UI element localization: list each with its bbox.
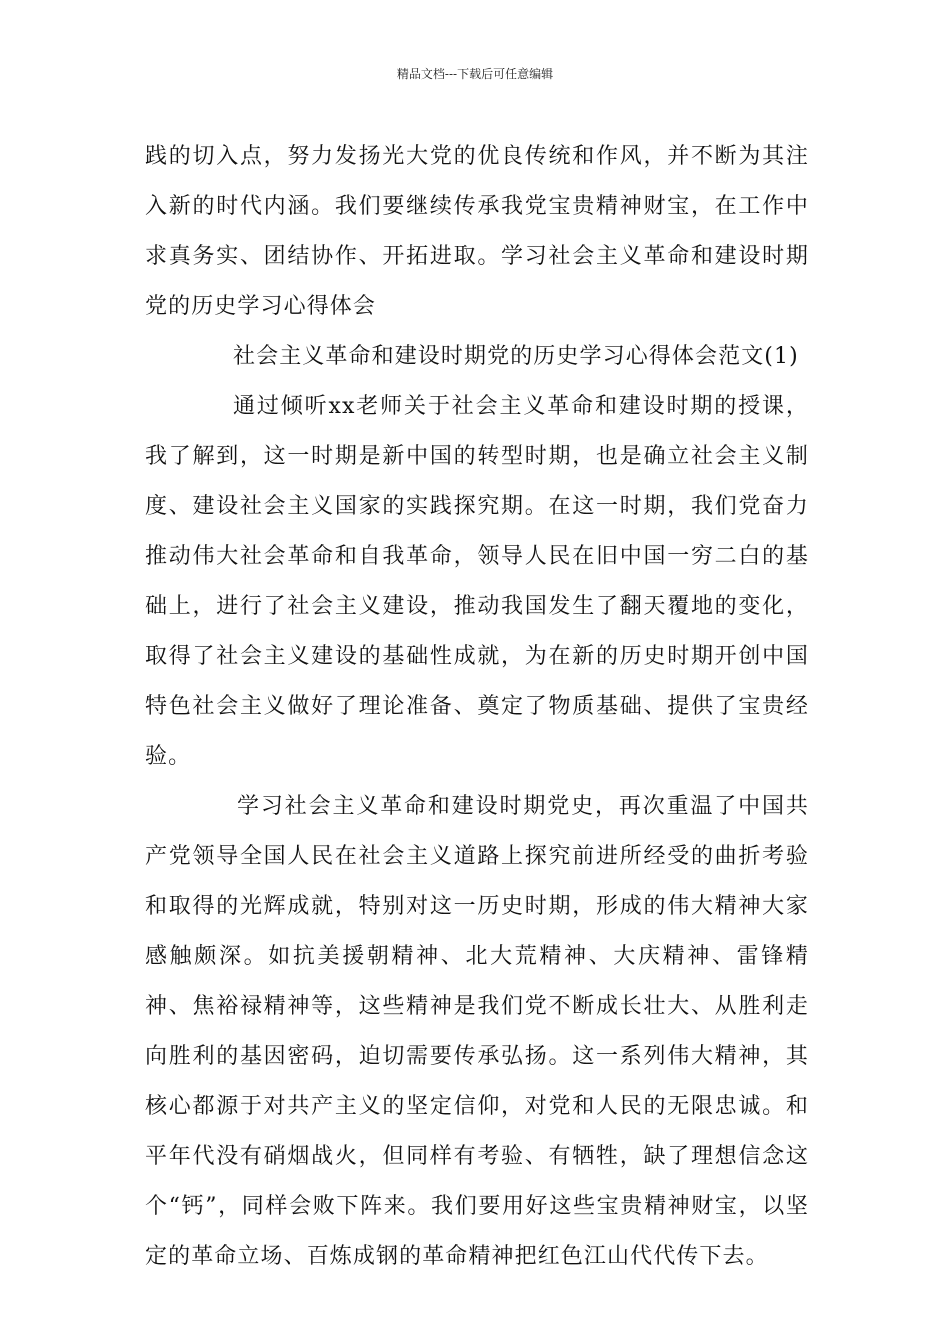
document-body <box>145 132 809 1282</box>
paragraph-1: 通过倾听xx老师关于社会主义革命和建设时期的授课，我了解到，这一时期是新中国的转型时期，也是确立社会主义制度、建设社会主义国家的实践探究期。在这一时期，我们党奋力推动伟大社会革命和自我革命，领导人民在旧中国一穷二白的基础上，进行了社会主义建设，推动我国发生了翻天覆地的变化，取得了社会主义建设的基础性成就，为在新的历史时期开创中国特色社会主义做好了理论准备、奠定了物质基础、提供了宝贵经验。 <box>145 394 809 769</box>
page-header: 精品文档---下载后可任意编辑 <box>396 67 554 81</box>
paragraph-2: 学习社会主义革命和建设时期党史，再次重温了中国共产党领导全国人民在社会主义道路上探究前进所经受的曲折考验和取得的光辉成就，特别对这一历史时期，形成的伟大精神大家感触颇深。如抗美援朝精神、北大荒精神、大庆精神、雷锋精神、焦裕禄精神等，这些精神是我们党不断成长壮大、从胜利走向胜利的基因密码，迫切需要传承弘扬。这一系列伟大精神，其核心都源于对共产主义的坚定信仰，对党和人民的无限忠诚。和平年代没有硝烟战火，但同样有考验、有牺牲，缺了理想信念这个“钙”，同样会败下阵来。我们要用好这些宝贵精神财宝，以坚定的革命立场、百炼成钢的革命精神把红色江山代代传下去。 <box>145 794 809 1269</box>
paragraph-continuation: 践的切入点，努力发扬光大党的优良传统和作风，并不断为其注入新的时代内涵。我们要继续传承我党宝贵精神财宝，在工作中求真务实、团结协作、开拓进取。学习社会主义革命和建设时期党的历史学习心得体会 <box>145 144 809 319</box>
section-title: 社会主义革命和建设时期党的历史学习心得体会范文(1) <box>233 344 799 369</box>
